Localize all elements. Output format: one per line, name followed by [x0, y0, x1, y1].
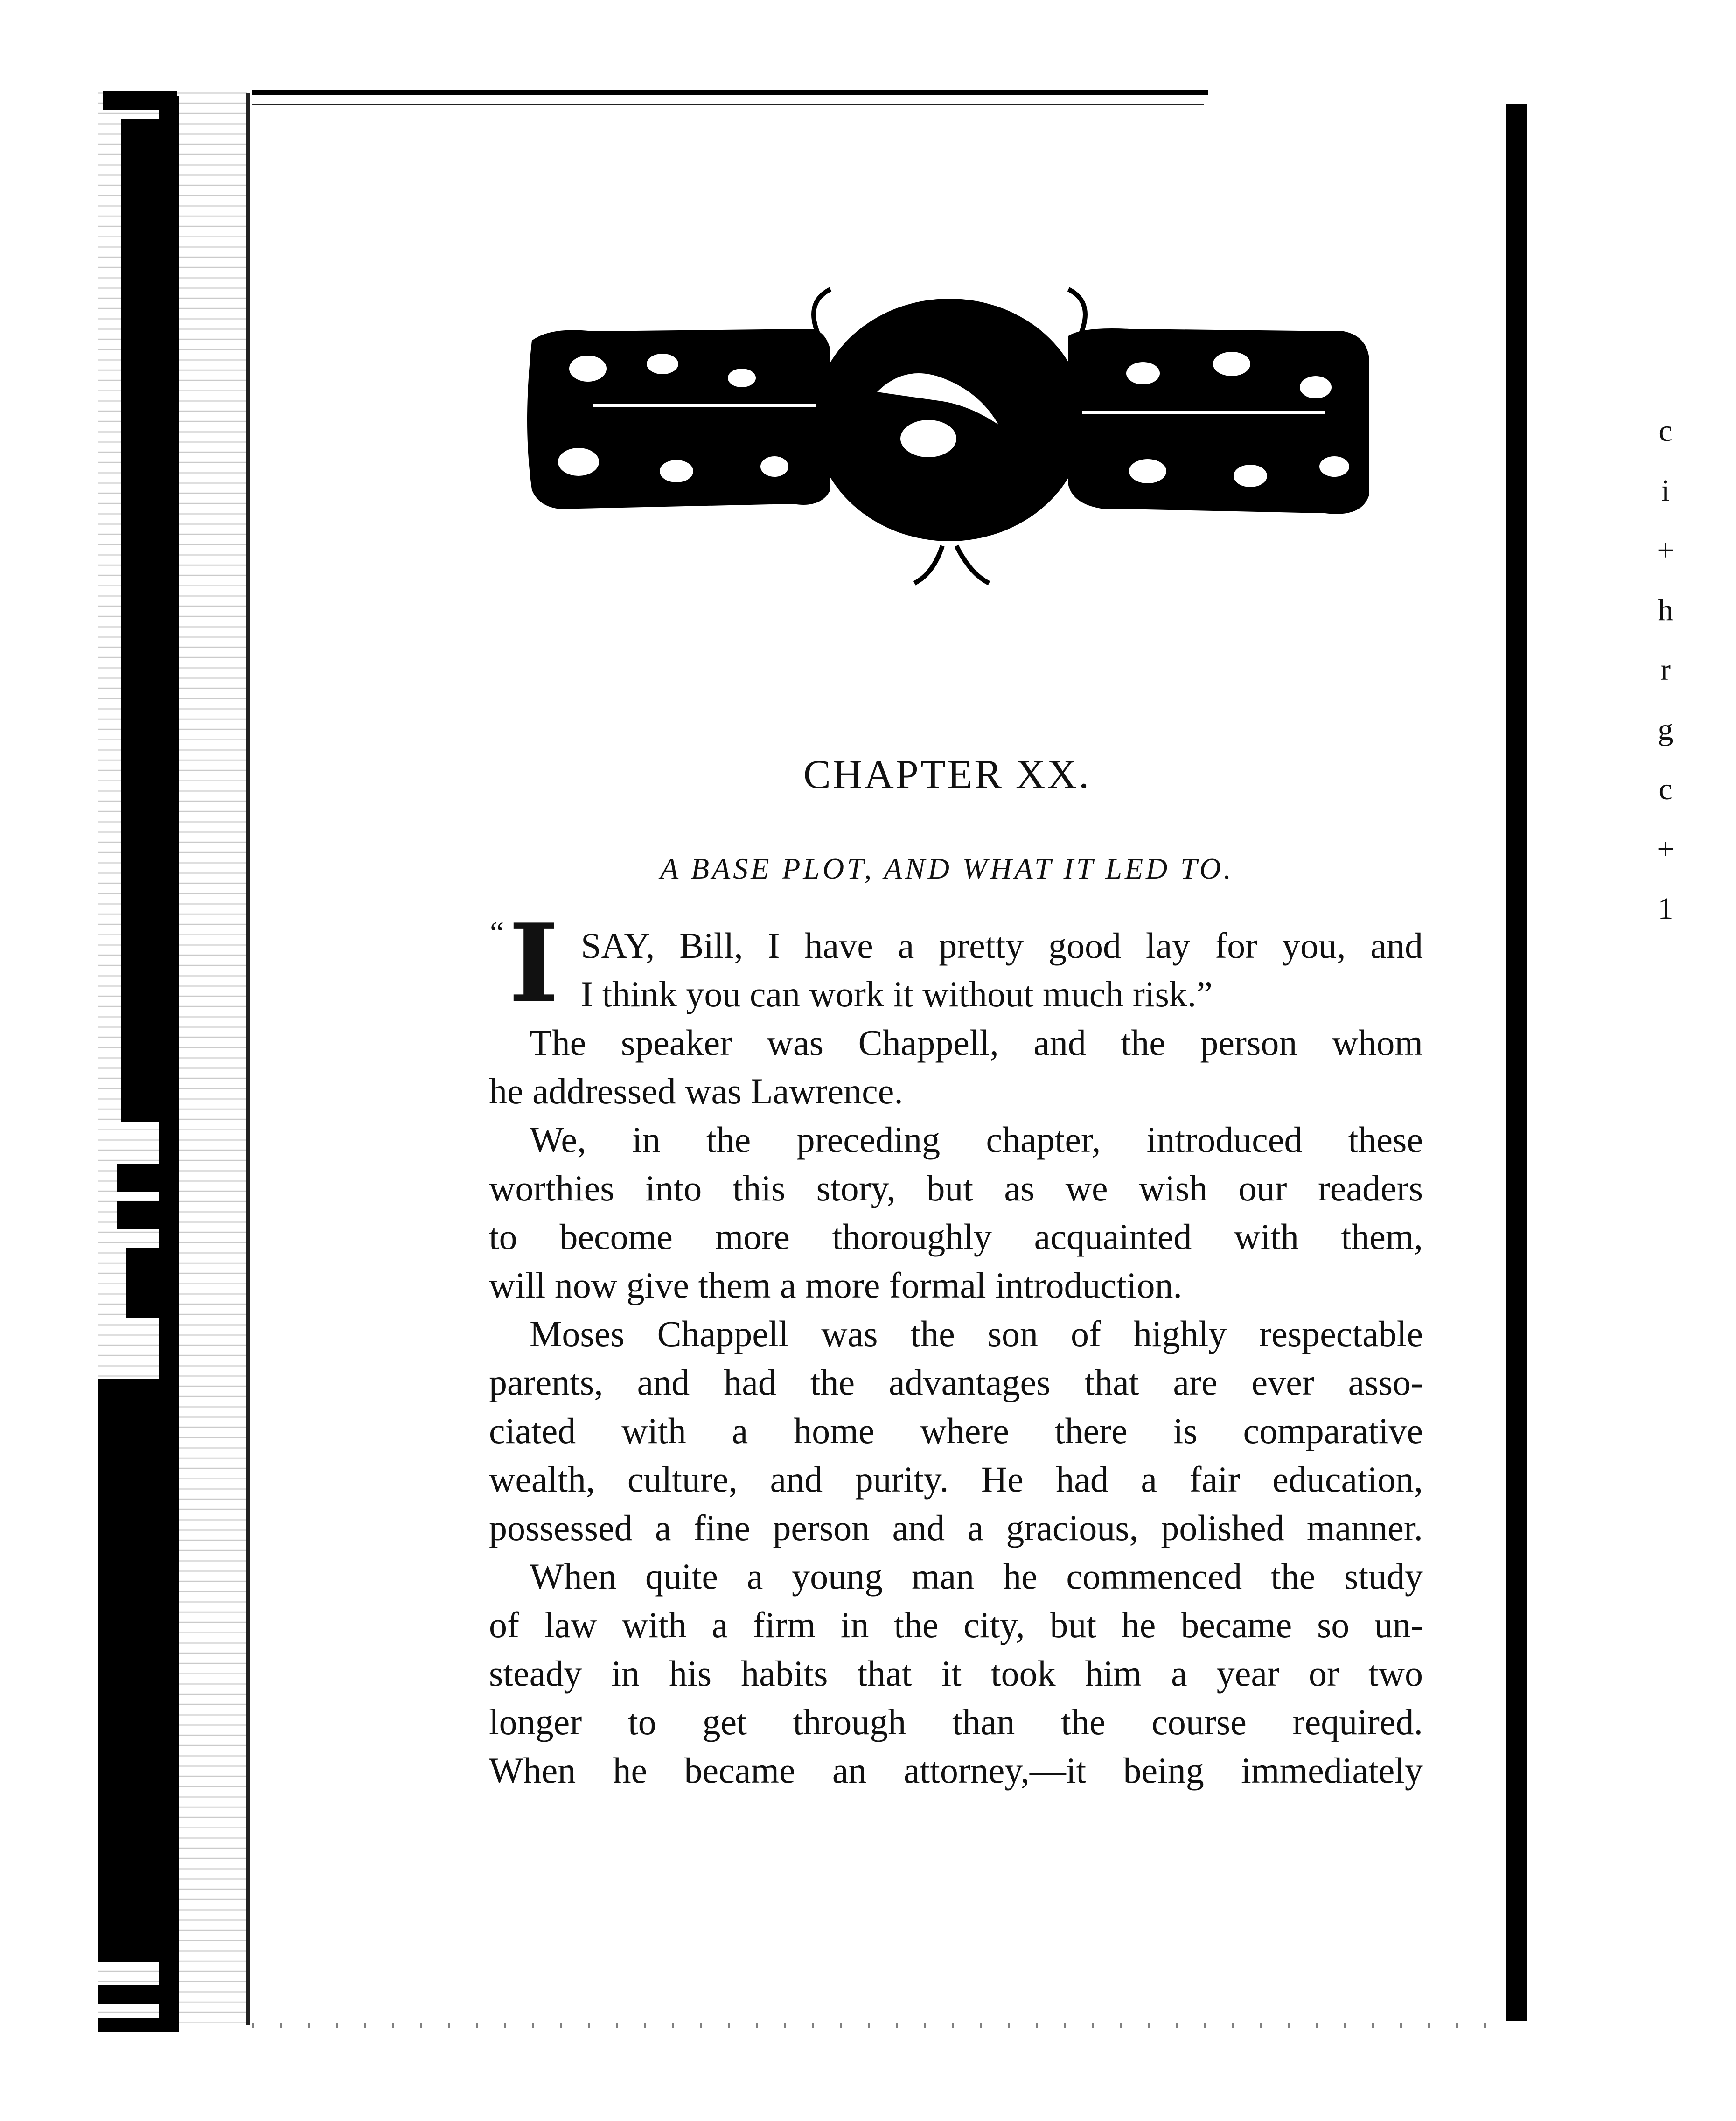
edge-glyph: h [1658, 593, 1673, 627]
body-line: parents, and had the advantages that are ever asso- [489, 1362, 1423, 1402]
edge-glyph: i [1661, 474, 1670, 508]
scan-gutter [98, 91, 247, 2032]
edge-glyph: + [1657, 533, 1674, 567]
chapter-title: CHAPTER XX. [803, 752, 1091, 797]
body-line: longer to get through than the course required. [489, 1702, 1423, 1742]
drop-cap-letter: I [509, 900, 559, 1026]
body-line: steady in his habits that it took him a year or two [489, 1653, 1423, 1694]
body-line: We, in the preceding chapter, introduced these [530, 1119, 1423, 1160]
drop-cap-quote: “ [490, 915, 504, 950]
headpiece-medallion [814, 299, 1085, 541]
edge-glyph: c [1659, 772, 1673, 806]
body-line: The speaker was Chappell, and the person whom [530, 1022, 1423, 1063]
page-top-rule [252, 90, 1208, 95]
edge-glyph: r [1660, 653, 1671, 687]
body-line: ciated with a home where there is comparative [489, 1410, 1423, 1451]
body-line: When quite a young man he commenced the study [530, 1556, 1423, 1597]
page-top-rule-inner [252, 104, 1204, 105]
body-line: SAY, Bill, I have a pretty good lay for you, and [581, 925, 1423, 966]
chapter-headpiece-ornament [523, 285, 1376, 597]
body-line: of law with a firm in the city, but he became so un- [489, 1605, 1423, 1645]
edge-glyph: c [1659, 414, 1673, 448]
body-line: he addressed was Lawrence. [489, 1071, 903, 1111]
chapter-subtitle: A BASE PLOT, AND WHAT IT LED TO. [660, 852, 1234, 885]
body-line: When he became an attorney,—it being immediately [489, 1750, 1423, 1791]
drop-cap [490, 900, 560, 1026]
body-line: possessed a fine person and a gracious, polished manner. [489, 1507, 1423, 1548]
body-line: will now give them a more formal introduction. [489, 1265, 1182, 1305]
next-page-edge-glyphs [1652, 401, 1680, 1101]
body-line: worthies into this story, but as we wish our readers [489, 1168, 1423, 1208]
page-left-rule [246, 93, 250, 2025]
body-line: wealth, culture, and purity. He had a fair education, [489, 1459, 1423, 1500]
body-line: Moses Chappell was the son of highly respectable [530, 1313, 1423, 1354]
edge-glyph: g [1658, 712, 1673, 747]
edge-glyph: + [1657, 832, 1674, 866]
page-bottom-edge [252, 2023, 1512, 2028]
page-right-shadow [1506, 104, 1527, 2021]
body-line: I think you can work it without much risk.” [581, 974, 1213, 1014]
body-line: to become more thoroughly acquainted with them, [489, 1216, 1423, 1257]
edge-glyph: 1 [1658, 892, 1673, 926]
